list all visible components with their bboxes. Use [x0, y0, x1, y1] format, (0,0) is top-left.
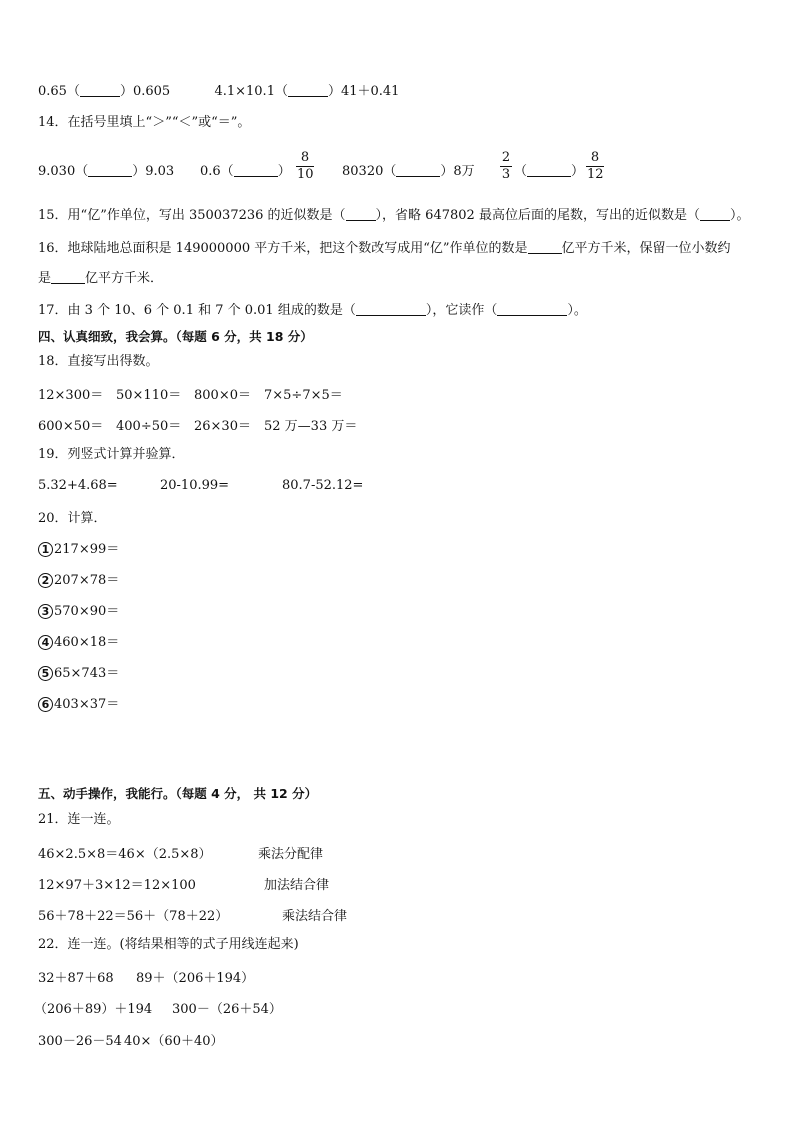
- fraction-denominator: 10: [297, 167, 314, 182]
- calc-item: [38, 665, 119, 683]
- question-text: ）。: [567, 303, 587, 318]
- fraction-8-10: [296, 150, 314, 183]
- answer-blank[interactable]: [356, 302, 426, 316]
- circled-number: 1: [38, 542, 53, 557]
- fraction-denominator: 3: [501, 167, 511, 182]
- calc-expression: 460×18＝: [54, 635, 120, 650]
- question-22-title: 22．连一连。(将结果相等的式子用线连起来): [38, 937, 299, 952]
- match-right-item[interactable]: 40×（60＋40）: [124, 1034, 224, 1049]
- expr-text: 0.6（: [200, 164, 234, 179]
- question-21-title: 21．连一连。: [38, 812, 120, 827]
- answer-blank[interactable]: [88, 163, 132, 177]
- match-left-item[interactable]: 32＋87＋68: [38, 971, 114, 986]
- match-left-item[interactable]: 12×97＋3×12＝12×100: [38, 878, 196, 893]
- calc-item: [38, 541, 119, 559]
- question-text: 16．地球陆地总面积是 149000000 平方千米，把这个数改写成用“亿”作单位的数是: [38, 241, 528, 256]
- answer-blank[interactable]: [51, 270, 85, 284]
- expr-text: 80320（: [342, 164, 397, 179]
- calc-item: 26×30＝: [194, 419, 251, 434]
- question-text: 亿平方千米．: [85, 271, 164, 286]
- question-16-line-1: [38, 240, 731, 258]
- fraction-8-12: [586, 150, 604, 183]
- answer-blank[interactable]: [700, 207, 730, 221]
- question-text: ），它读作（: [425, 303, 498, 318]
- calc-item: 400÷50＝: [116, 419, 182, 434]
- question-14-title: 14．在括号里填上“＞”“＜”或“＝”。: [38, 115, 251, 130]
- calc-item: 5.32+4.68=: [38, 478, 118, 493]
- match-right-item[interactable]: 加法结合律: [264, 878, 330, 893]
- fraction-2-3: [500, 150, 512, 183]
- question-text: ）。: [729, 208, 750, 223]
- calc-item: [38, 603, 119, 621]
- question-19-title: 19．列竖式计算并验算．: [38, 447, 185, 462]
- match-left-item[interactable]: （206＋89）＋194: [34, 1002, 153, 1017]
- expr-text: 4.1×10.1（: [214, 84, 288, 99]
- answer-blank[interactable]: [234, 163, 278, 177]
- calc-expression: 403×37＝: [54, 697, 120, 712]
- calc-item: 12×300＝: [38, 388, 104, 403]
- match-left-item[interactable]: 56＋78＋22＝56＋（78＋22）: [38, 909, 229, 924]
- match-right-item[interactable]: 乘法结合律: [282, 909, 348, 924]
- calc-expression: 65×743＝: [54, 666, 120, 681]
- expr-text: ）9.03: [132, 164, 175, 179]
- expr-text: ）: [571, 164, 585, 179]
- match-left-item[interactable]: 46×2.5×8＝46×（2.5×8）: [38, 847, 212, 862]
- circled-number: 4: [38, 635, 53, 650]
- question-text: 是: [38, 271, 52, 286]
- answer-blank[interactable]: [288, 83, 328, 97]
- expr-text: 0.65（: [38, 84, 80, 99]
- question-text: 17．由 3 个 10、6 个 0.1 和 7 个 0.01 组成的数是（: [38, 303, 356, 318]
- fraction-numerator: 8: [300, 150, 310, 165]
- answer-blank[interactable]: [527, 163, 571, 177]
- question-text: 亿平方千米，保留一位小数约: [561, 241, 731, 256]
- calc-item: 800×0＝: [194, 388, 251, 403]
- answer-blank[interactable]: [528, 240, 562, 254]
- expr-text: ）41＋0.41: [327, 84, 400, 99]
- calc-expression: 207×78＝: [54, 573, 120, 588]
- calc-item: 80.7-52.12=: [282, 478, 364, 493]
- calc-item: [38, 696, 119, 714]
- fraction-denominator: 12: [587, 167, 604, 182]
- comparison-line-1: [38, 83, 399, 101]
- expr-text: ）8万: [440, 164, 475, 179]
- section-5-heading: 五、动手操作，我能行。（每题 4 分， 共 12 分）: [38, 786, 318, 801]
- answer-blank[interactable]: [497, 302, 567, 316]
- question-text: ），省略 647802 最高位后面的尾数，写出的近似数是（: [375, 208, 700, 223]
- calc-item: [38, 634, 119, 652]
- expr-text: ）0.605: [119, 84, 171, 99]
- circled-number: 5: [38, 666, 53, 681]
- calc-expression: 570×90＝: [54, 604, 120, 619]
- fraction-numerator: 2: [501, 150, 511, 165]
- question-text: 15．用“亿”作单位，写出 350037236 的近似数是（: [38, 208, 346, 223]
- expr-text: ）: [277, 164, 291, 179]
- circled-number: 2: [38, 573, 53, 588]
- calc-item: 600×50＝: [38, 419, 104, 434]
- q14-expr-1: [38, 160, 174, 179]
- match-left-item[interactable]: 300－26－54: [38, 1034, 122, 1049]
- question-16-line-2: [38, 270, 163, 288]
- question-15: [38, 207, 749, 225]
- question-17: [38, 302, 587, 320]
- question-20-title: 20．计算．: [38, 511, 107, 526]
- expr-text: 9.030（: [38, 164, 89, 179]
- answer-blank[interactable]: [80, 83, 120, 97]
- question-18-title: 18．直接写出得数。: [38, 354, 159, 369]
- circled-number: 6: [38, 697, 53, 712]
- calc-item: [38, 572, 119, 590]
- calc-item: 7×5÷7×5＝: [264, 388, 343, 403]
- calc-expression: 217×99＝: [54, 542, 120, 557]
- calc-item: 20-10.99=: [160, 478, 230, 493]
- match-right-item[interactable]: 乘法分配律: [258, 847, 324, 862]
- fraction-numerator: 8: [590, 150, 600, 165]
- match-right-item[interactable]: 300－（26＋54）: [172, 1002, 282, 1017]
- circled-number: 3: [38, 604, 53, 619]
- q14-expr-2: [200, 160, 291, 179]
- expr-text: （: [514, 164, 528, 179]
- answer-blank[interactable]: [346, 207, 376, 221]
- answer-blank[interactable]: [396, 163, 440, 177]
- section-4-heading: 四、认真细致，我会算。（每题 6 分，共 18 分）: [38, 329, 313, 344]
- calc-item: 50×110＝: [116, 388, 182, 403]
- q14-expr-4: [514, 160, 584, 179]
- match-right-item[interactable]: 89＋（206＋194）: [136, 971, 255, 986]
- calc-item: 52 万—33 万＝: [264, 419, 358, 434]
- q14-expr-3: [342, 160, 475, 179]
